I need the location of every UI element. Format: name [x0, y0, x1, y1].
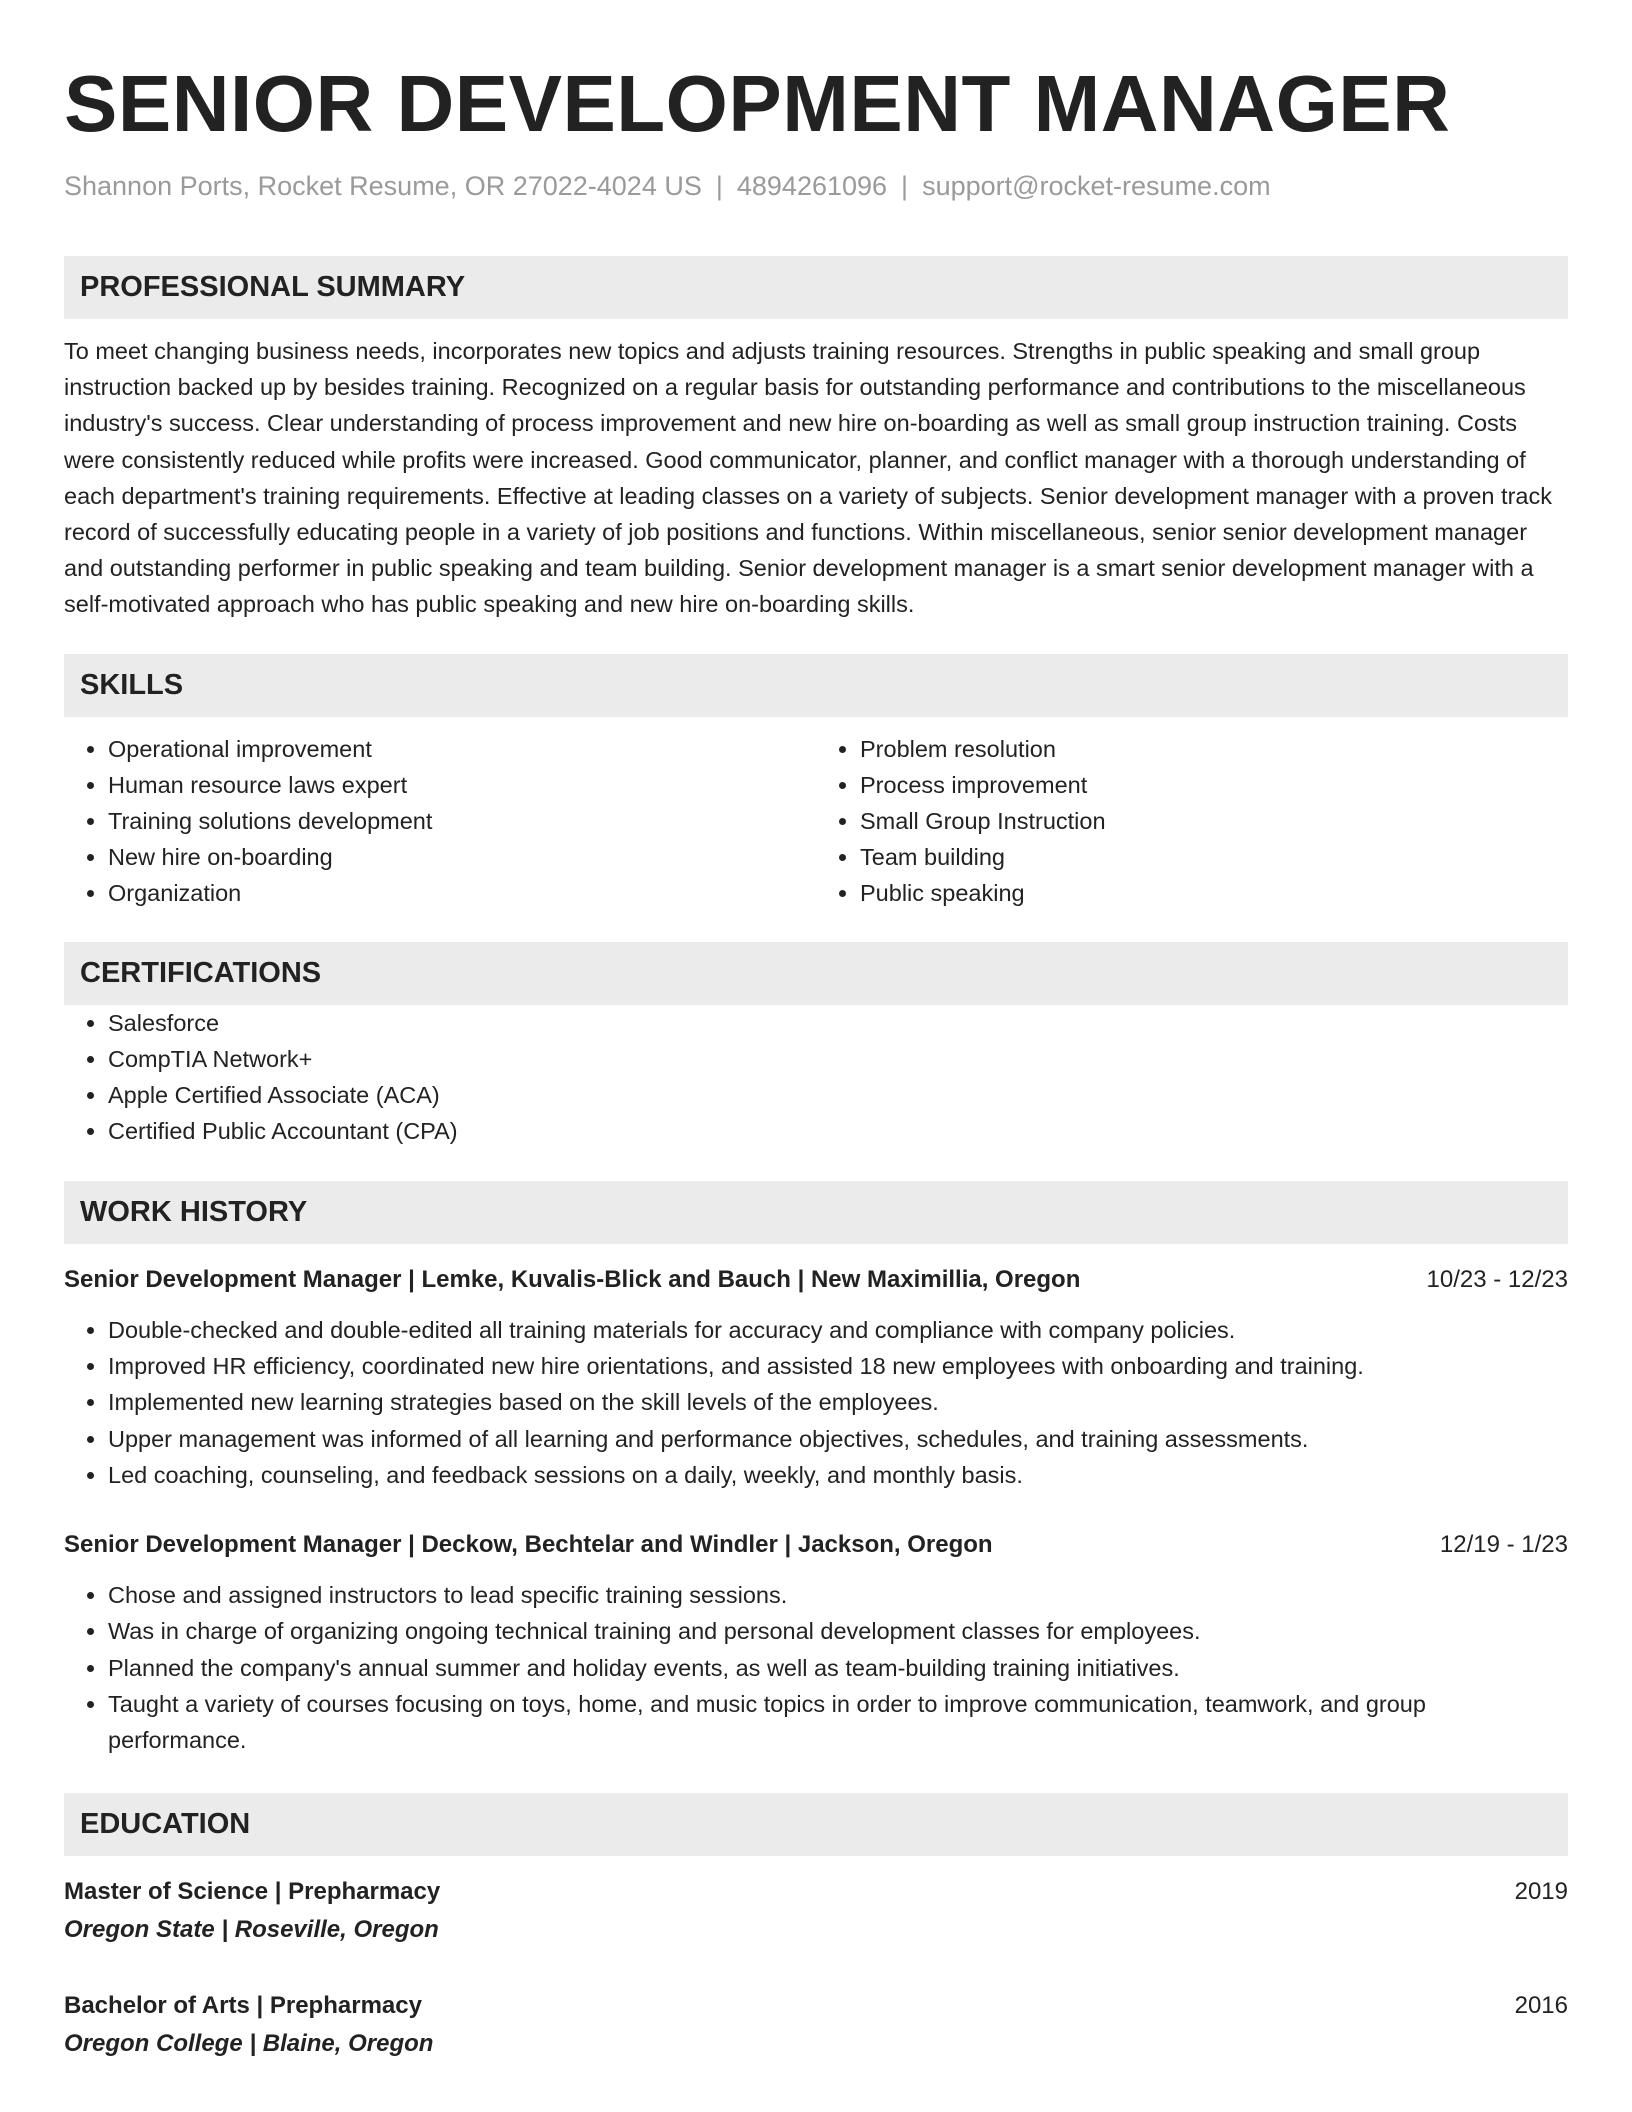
- resume-page: [64, 0, 1568, 2064]
- job-bullet: • Improved HR efficiency, coordinated new hire orientations, and assisted 18 new employees with onboarding and training.: [108, 1348, 1568, 1384]
- skill-item: • Operational improvement: [108, 731, 816, 767]
- job-entry: [64, 1262, 1568, 1493]
- education-year: 2019: [1514, 1877, 1568, 1905]
- job-bullets: [64, 1577, 1568, 1758]
- job-bullet: • Double-checked and double-edited all training materials for accuracy and compliance with company policies.: [108, 1312, 1568, 1348]
- resume-title: SENIOR DEVELOPMENT MANAGER: [64, 59, 1451, 148]
- job-title: Senior Development Manager | Lemke, Kuvalis-Blick and Bauch | New Maximillia, Oregon: [64, 1265, 1081, 1293]
- contact-separator: |: [715, 171, 723, 201]
- certifications-list: [64, 1005, 1568, 1149]
- certification-item: • Salesforce: [108, 1005, 1568, 1041]
- certification-item: • Certified Public Accountant (CPA): [108, 1113, 1568, 1149]
- certification-item: • CompTIA Network+: [108, 1041, 1568, 1077]
- skill-item: • Training solutions development: [108, 803, 816, 839]
- job-dates: 10/23 - 12/23: [1426, 1265, 1568, 1293]
- education-degree: Bachelor of Arts | Prepharmacy: [64, 1991, 422, 2019]
- job-bullet: • Taught a variety of courses focusing on toys, home, and music topics in order to improve communication, teamwork, and group performance.: [108, 1686, 1568, 1759]
- job-bullets: [64, 1312, 1568, 1493]
- skill-item: • Organization: [108, 875, 816, 911]
- skill-item: • Team building: [860, 839, 1568, 875]
- job-heading: [64, 1262, 1568, 1298]
- section-header-work-history: WORK HISTORY: [64, 1181, 1568, 1244]
- skill-item: • Public speaking: [860, 875, 1568, 911]
- job-dates: 12/19 - 1/23: [1439, 1531, 1568, 1559]
- certification-item: • Apple Certified Associate (ACA): [108, 1077, 1568, 1113]
- job-bullet: • Chose and assigned instructors to lead specific training sessions.: [108, 1577, 1568, 1613]
- job-entry: [64, 1527, 1568, 1758]
- contact-line: [64, 168, 1568, 204]
- education-school: Oregon State | Roseville, Oregon: [64, 1915, 439, 1943]
- skills-columns: [64, 731, 1568, 911]
- contact-separator: |: [901, 171, 909, 201]
- skill-item: • New hire on-boarding: [108, 839, 816, 875]
- education-heading: [64, 1874, 1568, 1910]
- skill-item: • Small Group Instruction: [860, 803, 1568, 839]
- skills-list-right: [816, 731, 1568, 911]
- contact-email: support@rocket-resume.com: [922, 171, 1271, 201]
- education-entry: [64, 1874, 1568, 1950]
- section-header-certifications: CERTIFICATIONS: [64, 942, 1568, 1005]
- job-bullet: • Upper management was informed of all learning and performance objectives, schedules, and training assessments.: [108, 1421, 1568, 1457]
- education-school: Oregon College | Blaine, Oregon: [64, 2029, 434, 2057]
- education-entry: [64, 1988, 1568, 2064]
- section-header-education: EDUCATION: [64, 1793, 1568, 1856]
- summary-text: To meet changing business needs, incorporates new topics and adjusts training resources. Strengths in public speaking and small group instruction backed up by besides training. Recognized on a regular basis for outstanding performance and contributions to the miscellaneous industry's success. Clear understanding of process improvement and new hire on-boarding as well as small group instruction training. Costs were consistently reduced while profits were increased. Good communicator, planner, and conflict manager with a thorough understanding of each department's training requirements. Effective at leading classes on a variety of subjects. Senior development manager with a proven track record of successfully educating people in a variety of job positions and functions. Within miscellaneous, senior senior development manager and outstanding performer in public speaking and team building. Senior development manager is a smart senior development manager with a self-motivated approach who has public speaking and new hire on-boarding skills.: [64, 338, 1552, 618]
- skill-item: • Human resource laws expert: [108, 767, 816, 803]
- skill-item: • Process improvement: [860, 767, 1568, 803]
- skills-list-left: [64, 731, 816, 911]
- job-bullet: • Planned the company's annual summer and holiday events, as well as team-building training initiatives.: [108, 1650, 1568, 1686]
- education-degree: Master of Science | Prepharmacy: [64, 1877, 441, 1905]
- job-bullet: • Led coaching, counseling, and feedback sessions on a daily, weekly, and monthly basis.: [108, 1457, 1568, 1493]
- job-heading: [64, 1527, 1568, 1563]
- education-heading: [64, 1988, 1568, 2024]
- section-header-skills: SKILLS: [64, 654, 1568, 717]
- skill-item: • Problem resolution: [860, 731, 1568, 767]
- job-title: Senior Development Manager | Deckow, Bechtelar and Windler | Jackson, Oregon: [64, 1531, 993, 1559]
- contact-phone: 4894261096: [736, 171, 888, 201]
- job-bullet: • Implemented new learning strategies based on the skill levels of the employees.: [108, 1384, 1568, 1420]
- contact-address: Shannon Ports, Rocket Resume, OR 27022-4024 US: [64, 171, 702, 201]
- job-bullet: • Was in charge of organizing ongoing technical training and personal development classes for employees.: [108, 1613, 1568, 1649]
- section-header-summary: PROFESSIONAL SUMMARY: [64, 256, 1568, 319]
- education-year: 2016: [1514, 1991, 1568, 2019]
